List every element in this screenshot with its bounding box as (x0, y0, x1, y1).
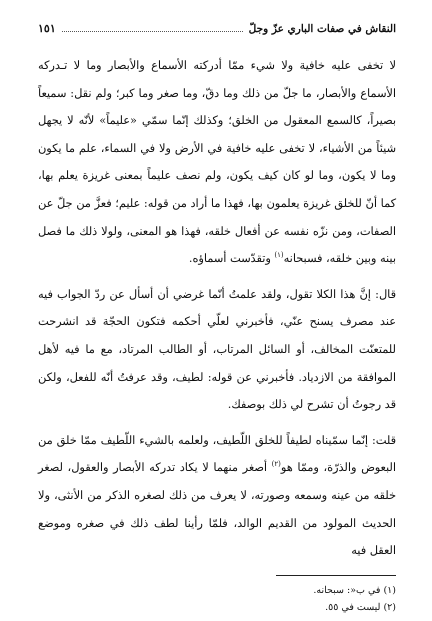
running-header (38, 22, 396, 42)
paragraph-3-text: قلت: إنّما سمّيناه لطيفاً للخلق اللّطيف، ولعلمه بالشيء اللّطيف ممّا خلق من البعوض والذرّة، وممّا هو (38, 433, 396, 475)
footnote-rule (276, 575, 396, 576)
paragraph-1-text: لا تخفى عليه خافية ولا شيء ممّا أدركته الأسماع والأبصار وما لا تـدركه الأسماع والأبصار، ما جلّ من ذلك وما دقّ، وما صغر وما كبر؛ ولم نقل: سميعاً بصيراً، كالسمع المعقول من الخلق؛ وكذلك إنّما سمّي «عليماً» لأنّه لا يجهل شيئاً من الأشياء، لا تخفى عليه خافية في الأرض ولا في السماء، علم ما يكون وما لا يكون، وما لو كان كيف يكون، ولم نصف عليماً بمعنى غريزة يعلم بها، كما أنّ للخلق غريزة يعلمون بها، فهذا ما أراد من قوله: عليم؛ فعزَّ من جلّ عن الصفات، ومن نزّه نفسه عن أفعال خلقه، فهذا هو المعنى، ولولا ذلك ما فصل بينه وبين خلقه، فسبحانه (38, 59, 396, 266)
leader-dots (62, 30, 243, 32)
paragraph-1 (38, 52, 396, 273)
footnotes (38, 582, 396, 616)
footnote-ref-1: (١) (274, 251, 284, 260)
running-title: النقاش في صفات الباري عزّ وجلّ (248, 23, 396, 35)
footnote-2: (٢) ليست في ٥٥. (325, 601, 396, 613)
paragraph-1-tail: وتقدّست أسماؤه. (188, 252, 275, 266)
footnote-ref-2: (٢) (271, 460, 281, 469)
paragraph-2: قال: إنَّ هذا الكلا تقول، ولقد علمتُ أنّما غرضي أن أسأل عن ردّ الجواب فيه عند مصرف يسنح عنّي، فأخبرني لعلّي أحكمه فتكون الحجّة قد انشرحت للمتعنّت المخالف، أو السائل المرتاب، أو الطالب المرتاد، مع ما فيه لأهل الموافقة من الازدياد. فأخبرني عن قوله: لطيف، وقد عرفتُ أنّه للفعل، ولكن قد رجوتُ أن تشرح لي ذلك بوصفك. (38, 287, 396, 412)
paragraph-3 (38, 427, 396, 565)
paragraph-3-tail: أصغر منهما لا يكاد تدركه الأبصار والعقول، لصغر خلقه من عينه وسمعه وصورته، لا يعرف من ذلك لصغره الذكر من الأنثى، ولا الحديث المولود من القديم الوالد، فلمّا رأينا لطف ذلك في صغره وموضع العقل فيه (38, 461, 396, 558)
page-number: ١٥١ (38, 22, 56, 35)
main-text (38, 52, 396, 565)
footnote-1: (١) في ب«: سبحانه. (313, 584, 396, 596)
